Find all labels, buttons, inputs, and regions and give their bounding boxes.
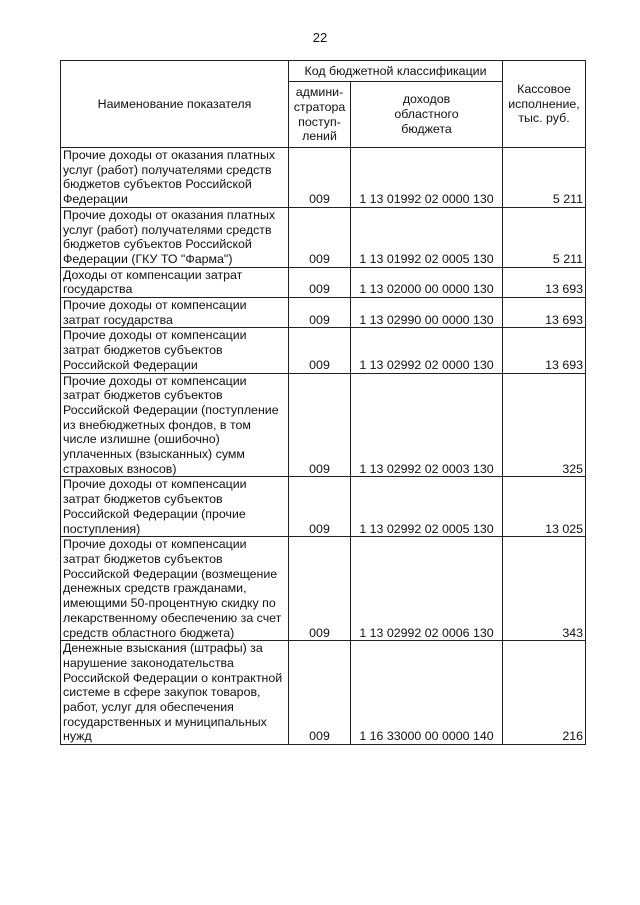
administrator-code-cell: 009 — [289, 148, 351, 208]
revenue-code-cell: 1 13 02992 02 0006 130 — [351, 537, 503, 641]
indicator-name-cell: Доходы от компенсации затрат государства — [61, 267, 289, 297]
administrator-code-cell: 009 — [289, 477, 351, 537]
table-row — [61, 537, 586, 641]
revenue-code-cell: 1 13 02992 02 0005 130 — [351, 477, 503, 537]
indicator-name-cell: Прочие доходы от компенсации затрат бюджетов субъектов Российской Федерации (поступление из внебюджетных фондов, в том числе излишне (ошибочно) уплаченных (взысканных) сумм страховых взносов) — [61, 373, 289, 477]
indicator-name-cell: Прочие доходы от компенсации затрат государства — [61, 298, 289, 328]
header-cash-execution: Кассовое исполнение, тыс. руб. — [503, 61, 586, 148]
revenue-code-cell: 1 16 33000 00 0000 140 — [351, 641, 503, 745]
cash-amount-cell: 13 693 — [503, 298, 586, 328]
header-administrator: админи- стратора поступ- лений — [289, 82, 351, 148]
cash-amount-cell: 325 — [503, 373, 586, 477]
table-row — [61, 477, 586, 537]
cash-amount-cell: 5 211 — [503, 148, 586, 208]
indicator-name-cell: Прочие доходы от оказания платных услуг (работ) получателями средств бюджетов субъектов Российской Федерации (ГКУ ТО "Фарма") — [61, 207, 289, 267]
administrator-code-cell: 009 — [289, 328, 351, 373]
administrator-code-cell: 009 — [289, 298, 351, 328]
table-row — [61, 207, 586, 267]
revenue-code-cell: 1 13 02992 02 0003 130 — [351, 373, 503, 477]
cash-amount-cell: 13 025 — [503, 477, 586, 537]
indicator-name-cell: Денежные взыскания (штрафы) за нарушение законодательства Российской Федерации о контрактной системе в сфере закупок товаров, работ, услуг для обеспечения государственных и муниципальных нужд — [61, 641, 289, 745]
page-number: 22 — [312, 30, 328, 45]
table-header — [61, 61, 586, 148]
table-row — [61, 298, 586, 328]
indicator-name-cell: Прочие доходы от компенсации затрат бюджетов субъектов Российской Федерации — [61, 328, 289, 373]
cash-amount-cell: 5 211 — [503, 207, 586, 267]
header-regional-revenue: доходов областного бюджета — [351, 82, 503, 148]
header-classification-code: Код бюджетной классификации — [289, 61, 503, 82]
budget-table — [60, 60, 586, 745]
cash-amount-cell: 216 — [503, 641, 586, 745]
revenue-code-cell: 1 13 02990 00 0000 130 — [351, 298, 503, 328]
revenue-code-cell: 1 13 01992 02 0005 130 — [351, 207, 503, 267]
indicator-name-cell: Прочие доходы от оказания платных услуг (работ) получателями средств бюджетов субъектов Российской Федерации — [61, 148, 289, 208]
administrator-code-cell: 009 — [289, 267, 351, 297]
indicator-name-cell: Прочие доходы от компенсации затрат бюджетов субъектов Российской Федерации (возмещение денежных средств гражданами, имеющими 50-процентную скидку по лекарственному обеспечению за счет средств областного бюджета) — [61, 537, 289, 641]
administrator-code-cell: 009 — [289, 207, 351, 267]
table-row — [61, 641, 586, 745]
cash-amount-cell: 343 — [503, 537, 586, 641]
administrator-code-cell: 009 — [289, 537, 351, 641]
revenue-code-cell: 1 13 02992 02 0000 130 — [351, 328, 503, 373]
cash-amount-cell: 13 693 — [503, 267, 586, 297]
table-row — [61, 148, 586, 208]
indicator-name-cell: Прочие доходы от компенсации затрат бюджетов субъектов Российской Федерации (прочие поступления) — [61, 477, 289, 537]
table-body — [61, 148, 586, 745]
revenue-code-cell: 1 13 01992 02 0000 130 — [351, 148, 503, 208]
administrator-code-cell: 009 — [289, 373, 351, 477]
header-indicator-name: Наименование показателя — [61, 61, 289, 148]
table-row — [61, 328, 586, 373]
administrator-code-cell: 009 — [289, 641, 351, 745]
table-row — [61, 373, 586, 477]
revenue-code-cell: 1 13 02000 00 0000 130 — [351, 267, 503, 297]
cash-amount-cell: 13 693 — [503, 328, 586, 373]
table-row — [61, 267, 586, 297]
